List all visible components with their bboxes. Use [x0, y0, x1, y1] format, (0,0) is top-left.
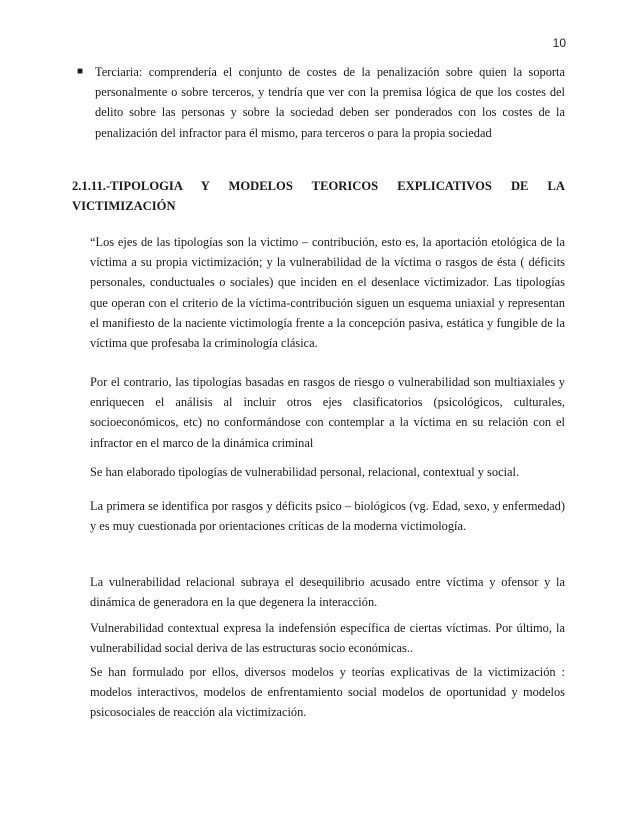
paragraph-tipologias-ejes	[90, 232, 565, 353]
paragraph-text: La primera se identifica por rasgos y déficits psico – biológicos (vg. Edad, sexo, y enfermedad) y es muy cuestionada por orientaciones críticas de la moderna victimología.	[90, 499, 565, 534]
paragraph-vulnerabilidad-relacional	[90, 572, 565, 612]
paragraph-modelos-teorias	[90, 662, 565, 723]
paragraph-text: Por el contrario, las tipologías basadas en rasgos de riesgo o vulnerabilidad son multiaxiales y enriquecen el análisis al incluir otros ejes clasificatorios (psicológicos, culturales, socioeconómicos, etc) no conformándose con contemplar a la víctima en su relación con el infractor en el marco de la dinámica criminal	[90, 375, 565, 450]
paragraph-tipologias-vulnerabilidad	[90, 462, 565, 482]
bullet-text: Terciaria: comprendería el conjunto de costes de la penalización sobre quien la soporta personalmente o sobre terceros, y tendría que ver con la premisa lógica de que los costes del delito sobre las personas y sobre la sociedad deben ser ponderados con los costes de la penalización del infractor para él mismo, para terceros o para la propia sociedad	[95, 65, 565, 140]
paragraph-text: “Los ejes de las tipologías son la victimo – contribución, esto es, la aportación etológica de la víctima a su propia victimización; y la vulnerabilidad de la víctima o rasgos de ésta ( déficits personales, conductuales o sociales) que inciden en el desenlace victimizador. Las tipologías que operan con el criterio de la víctima-contribución siguen un esquema uniaxial y representan el manifiesto de la naciente victimología frente a la concepción pasiva, estática y fungible de la víctima que profesaba la criminología clásica.	[90, 235, 565, 351]
section-heading-line2: VICTIMIZACIÓN	[72, 199, 176, 213]
section-heading-line1: 2.1.11.-TIPOLOGIA Y MODELOS TEORICOS EXPLICATIVOS DE LA	[72, 179, 565, 193]
bullet-item-terciaria	[77, 62, 565, 143]
paragraph-vulnerabilidad-contextual	[90, 618, 565, 658]
square-bullet-icon: ■	[77, 66, 84, 77]
paragraph-text: La vulnerabilidad relacional subraya el desequilibrio acusado entre víctima y ofensor y la dinámica de generadora en la que degenera la interacción.	[90, 575, 565, 610]
paragraph-text: Vulnerabilidad contextual expresa la indefensión específica de ciertas víctimas. Por último, la vulnerabilidad social deriva de las estructuras socio económicas..	[90, 621, 565, 656]
paragraph-text: Se han elaborado tipologías de vulnerabilidad personal, relacional, contextual y social.	[90, 465, 520, 479]
page-number: 10	[552, 36, 566, 50]
paragraph-text: Se han formulado por ellos, diversos modelos y teorías explicativas de la victimización : modelos interactivos, modelos de enfrentamiento social modelos de oportunidad y modelos psicosociales de reacción ala victimización.	[90, 665, 565, 720]
section-heading	[72, 176, 565, 216]
paragraph-la-primera	[90, 496, 565, 536]
paragraph-por-el-contrario	[90, 372, 565, 453]
